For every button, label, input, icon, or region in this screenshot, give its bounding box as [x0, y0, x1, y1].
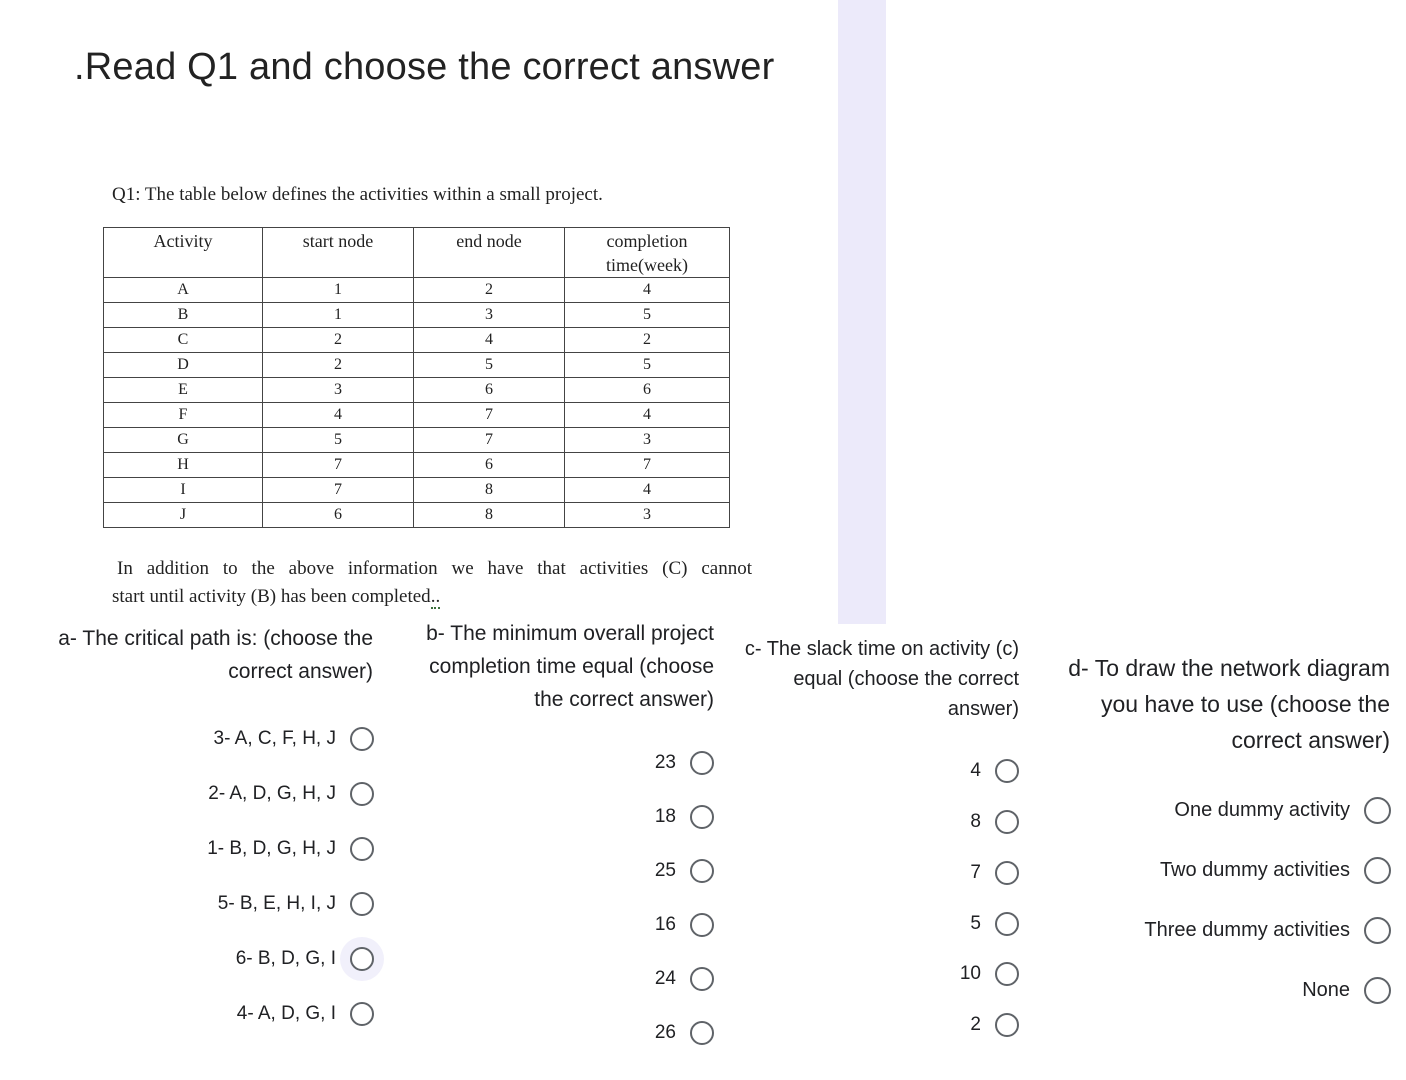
cell-completion-time: 5 — [565, 303, 730, 328]
activities-table — [103, 227, 730, 528]
cell-start-node: 7 — [263, 453, 414, 478]
part-d-option[interactable] — [1144, 917, 1391, 944]
part-b-option[interactable] — [655, 751, 714, 775]
cell-completion-time: 3 — [565, 428, 730, 453]
radio-button[interactable] — [1364, 977, 1391, 1004]
option-label: 23 — [654, 752, 676, 773]
option-label: Three dummy activities — [1144, 919, 1350, 941]
part-a-question — [20, 622, 373, 688]
option-label: 4 — [970, 760, 981, 781]
option-label: 1- B, D, G, H, J — [207, 838, 336, 859]
part-c-option[interactable] — [970, 861, 1019, 885]
radio-button[interactable] — [350, 892, 374, 916]
part-c-line-3: answer) — [947, 698, 1019, 720]
question-note — [112, 555, 752, 611]
option-label: 16 — [654, 914, 676, 935]
part-b-line-3: the correct answer) — [534, 688, 714, 711]
part-c-line-2: equal (choose the correct — [793, 668, 1019, 690]
option-label: 7 — [970, 862, 981, 883]
option-label: 2 — [970, 1014, 981, 1035]
radio-button[interactable] — [690, 805, 714, 829]
cell-completion-time: 6 — [565, 378, 730, 403]
option-label: 5- B, E, H, I, J — [217, 893, 336, 914]
part-b-question — [395, 617, 714, 716]
cell-start-node: 6 — [263, 503, 414, 528]
table-row — [104, 353, 730, 378]
radio-button[interactable] — [690, 859, 714, 883]
radio-button[interactable] — [995, 912, 1019, 936]
table-row — [104, 378, 730, 403]
part-d-option[interactable] — [1302, 977, 1391, 1004]
cell-start-node: 4 — [263, 403, 414, 428]
radio-button[interactable] — [350, 727, 374, 751]
part-b-option[interactable] — [655, 805, 714, 829]
radio-button[interactable] — [350, 782, 374, 806]
part-d-line-1: d- To draw the network diagram — [1068, 655, 1390, 681]
table-row — [104, 303, 730, 328]
radio-button[interactable] — [350, 1002, 374, 1026]
radio-button[interactable] — [690, 751, 714, 775]
option-label: 6- B, D, G, I — [235, 948, 336, 969]
cell-activity: J — [104, 503, 263, 528]
radio-button[interactable] — [1364, 917, 1391, 944]
cell-activity: D — [104, 353, 263, 378]
cell-completion-time: 7 — [565, 453, 730, 478]
part-a-line-1: a- The critical path is: (choose the — [58, 627, 373, 650]
header-end-node: end node — [414, 228, 565, 278]
cell-completion-time: 4 — [565, 403, 730, 428]
question-intro: Q1: The table below defines the activities within a small project. — [112, 184, 603, 205]
cell-completion-time: 5 — [565, 353, 730, 378]
radio-button[interactable] — [1364, 857, 1391, 884]
table-row — [104, 278, 730, 303]
option-label: 2- A, D, G, H, J — [208, 783, 336, 804]
part-c-option[interactable] — [970, 759, 1019, 783]
side-strip — [838, 0, 886, 624]
cell-end-node: 5 — [414, 353, 565, 378]
option-label: 24 — [654, 968, 676, 989]
option-label: Two dummy activities — [1159, 859, 1350, 881]
part-c-option[interactable] — [970, 912, 1019, 936]
cell-start-node: 5 — [263, 428, 414, 453]
part-d-option[interactable] — [1160, 857, 1391, 884]
radio-button[interactable] — [995, 962, 1019, 986]
option-label: One dummy activity — [1174, 799, 1350, 821]
table-row — [104, 503, 730, 528]
part-c-option[interactable] — [960, 962, 1019, 986]
part-a-line-2: correct answer) — [228, 660, 373, 683]
header-completion-time: completion time(week) — [565, 228, 730, 278]
cell-completion-time: 2 — [565, 328, 730, 353]
header-activity: Activity — [104, 228, 263, 278]
option-label: 8 — [970, 811, 981, 832]
cell-activity: B — [104, 303, 263, 328]
radio-button[interactable] — [995, 1013, 1019, 1037]
note-line-1: In addition to the above information we have that activities (C) cannot — [117, 558, 752, 579]
part-a-option[interactable] — [207, 837, 374, 861]
cell-end-node: 4 — [414, 328, 565, 353]
cell-activity: I — [104, 478, 263, 503]
table-row — [104, 428, 730, 453]
header-start-node: start node — [263, 228, 414, 278]
part-c-option[interactable] — [970, 1013, 1019, 1037]
radio-button[interactable] — [690, 967, 714, 991]
radio-button[interactable] — [995, 861, 1019, 885]
cell-end-node: 3 — [414, 303, 565, 328]
cell-activity: H — [104, 453, 263, 478]
part-d-line-3: correct answer) — [1231, 727, 1390, 753]
cell-start-node: 1 — [263, 303, 414, 328]
cell-completion-time: 4 — [565, 478, 730, 503]
cell-start-node: 7 — [263, 478, 414, 503]
cell-start-node: 2 — [263, 353, 414, 378]
cell-end-node: 7 — [414, 403, 565, 428]
option-label: 18 — [654, 806, 676, 827]
note-line-2-text: start until activity (B) has been completed — [112, 586, 431, 607]
part-c-line-1: c- The slack time on activity (c) — [744, 638, 1019, 660]
part-a-option[interactable] — [237, 1002, 374, 1026]
part-b-option[interactable] — [655, 1021, 714, 1045]
part-c-question — [724, 634, 1019, 724]
part-b-line-2: completion time equal (choose — [429, 655, 714, 678]
part-b-option[interactable] — [655, 913, 714, 937]
cell-start-node: 3 — [263, 378, 414, 403]
cell-end-node: 2 — [414, 278, 565, 303]
note-dots: .. — [430, 586, 441, 607]
option-label: None — [1302, 979, 1350, 1001]
part-b-line-1: b- The minimum overall project — [426, 622, 714, 645]
cell-end-node: 6 — [414, 378, 565, 403]
radio-button[interactable] — [995, 810, 1019, 834]
part-a-option[interactable] — [218, 892, 374, 916]
cell-completion-time: 4 — [565, 278, 730, 303]
cell-end-node: 8 — [414, 503, 565, 528]
part-a-option[interactable] — [208, 782, 374, 806]
part-b-option[interactable] — [655, 967, 714, 991]
option-label: 26 — [654, 1022, 676, 1043]
table-header-row — [104, 228, 730, 278]
part-d-option[interactable] — [1174, 797, 1391, 824]
table-row — [104, 453, 730, 478]
cell-activity: A — [104, 278, 263, 303]
cell-start-node: 1 — [263, 278, 414, 303]
part-d-line-2: you have to use (choose the — [1101, 691, 1390, 717]
table-row — [104, 403, 730, 428]
cell-end-node: 6 — [414, 453, 565, 478]
option-label: 25 — [654, 860, 676, 881]
option-label: 10 — [959, 963, 981, 984]
cell-activity: G — [104, 428, 263, 453]
radio-button[interactable] — [690, 913, 714, 937]
option-label: 5 — [970, 913, 981, 934]
cell-activity: E — [104, 378, 263, 403]
radio-button[interactable] — [690, 1021, 714, 1045]
cell-end-node: 7 — [414, 428, 565, 453]
radio-button[interactable] — [1364, 797, 1391, 824]
radio-button[interactable] — [995, 759, 1019, 783]
part-d-question — [1030, 650, 1390, 758]
option-label: 3- A, C, F, H, J — [213, 728, 336, 749]
cell-activity: C — [104, 328, 263, 353]
page-title: .Read Q1 and choose the correct answer — [74, 46, 775, 88]
part-b-option[interactable] — [655, 859, 714, 883]
option-label: 4- A, D, G, I — [236, 1003, 336, 1024]
part-a-option[interactable] — [236, 947, 374, 971]
radio-button[interactable] — [350, 947, 374, 971]
cell-start-node: 2 — [263, 328, 414, 353]
cell-end-node: 8 — [414, 478, 565, 503]
cell-activity: F — [104, 403, 263, 428]
radio-button[interactable] — [350, 837, 374, 861]
note-line-2 — [112, 583, 752, 611]
part-c-option[interactable] — [970, 810, 1019, 834]
table-row — [104, 478, 730, 503]
table-row — [104, 328, 730, 353]
part-a-option[interactable] — [214, 727, 374, 751]
cell-completion-time: 3 — [565, 503, 730, 528]
